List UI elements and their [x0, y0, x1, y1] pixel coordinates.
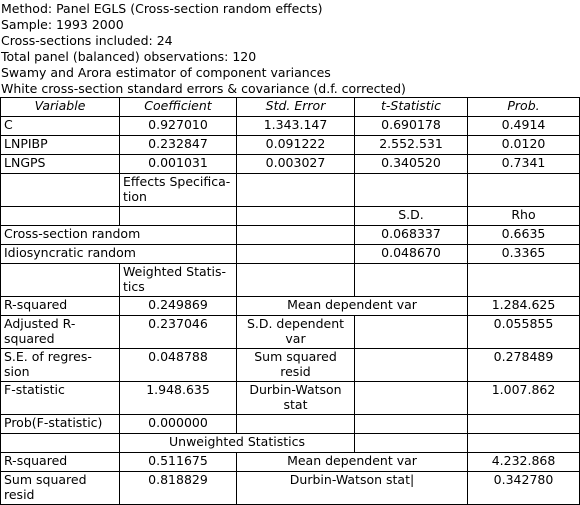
effects-header-row [1, 207, 580, 226]
se-value: 0.003027 [237, 155, 355, 174]
stat-value: 1.284.625 [468, 297, 580, 316]
unweighted-stats-title: Unweighted Statistics [120, 434, 355, 453]
stat-label: Sum squared resid [237, 349, 355, 382]
column-header-row [1, 98, 580, 117]
coef-value: 0.001031 [120, 155, 237, 174]
method-line: Method: Panel EGLS (Cross-section random effects) [1, 1, 323, 16]
stat-value: 4.232.868 [468, 453, 580, 472]
col-coefficient: Coefficient [120, 98, 237, 117]
p-value: 0.0120 [468, 136, 580, 155]
stat-label: R-squared [1, 453, 120, 472]
effect-rho: 0.3365 [468, 245, 580, 264]
stat-value: 0.818829 [120, 472, 237, 505]
coef-row-lnpibp [1, 136, 580, 155]
sd-label: S.D. [355, 207, 468, 226]
weighted-title-row [1, 264, 580, 297]
cross-sections-line: Cross-sections included: 24 [1, 33, 173, 48]
effects-row-cross-section [1, 226, 580, 245]
col-std-error: Std. Error [237, 98, 355, 117]
col-variable: Variable [1, 98, 120, 117]
covariance-line: White cross-section standard errors & covariance (d.f. corrected) [1, 81, 406, 96]
se-value: 1.343.147 [237, 117, 355, 136]
stat-label: R-squared [1, 297, 120, 316]
t-value: 0.340520 [355, 155, 468, 174]
coef-row-lngps [1, 155, 580, 174]
unweighted-row-r2 [1, 453, 580, 472]
effects-spec-title: Effects Specifica-tion [120, 174, 237, 207]
stat-label: Durbin-Watson stat| [237, 472, 468, 505]
observations-line: Total panel (balanced) observations: 120 [1, 49, 257, 64]
stat-value: 0.511675 [120, 453, 237, 472]
effect-label: Idiosyncratic random [1, 245, 237, 264]
regression-table [0, 97, 580, 505]
stat-label: Mean dependent var [237, 297, 468, 316]
rho-label: Rho [468, 207, 580, 226]
stat-value: 0.249869 [120, 297, 237, 316]
effects-row-idiosyncratic [1, 245, 580, 264]
coef-value: 0.927010 [120, 117, 237, 136]
p-value: 0.4914 [468, 117, 580, 136]
stat-value: 0.055855 [468, 316, 580, 349]
weighted-row-adj-r2 [1, 316, 580, 349]
se-value: 0.091222 [237, 136, 355, 155]
stat-value: 1.007.862 [468, 382, 580, 415]
stat-value: 0.278489 [468, 349, 580, 382]
effect-rho: 0.6635 [468, 226, 580, 245]
stat-label: Sum squared resid [1, 472, 120, 505]
estimation-header [0, 0, 580, 97]
sample-line: Sample: 1993 2000 [1, 17, 124, 32]
p-value: 0.7341 [468, 155, 580, 174]
stat-label: Mean dependent var [237, 453, 468, 472]
stat-label: Prob(F-statistic) [1, 415, 120, 434]
t-value: 0.690178 [355, 117, 468, 136]
stat-label: Durbin-Watson stat [237, 382, 355, 415]
stat-label: S.E. of regres-sion [1, 349, 120, 382]
weighted-row-f [1, 382, 580, 415]
stat-value: 0.342780 [468, 472, 580, 505]
stat-value: 0.000000 [120, 415, 237, 434]
col-t-statistic: t-Statistic [355, 98, 468, 117]
var-name: C [1, 117, 120, 136]
var-name: LNGPS [1, 155, 120, 174]
stat-value: 0.237046 [120, 316, 237, 349]
weighted-row-ser [1, 349, 580, 382]
stat-label: S.D. dependent var [237, 316, 355, 349]
weighted-stats-title: Weighted Statis-tics [120, 264, 237, 297]
coef-row-c [1, 117, 580, 136]
effect-label: Cross-section random [1, 226, 237, 245]
unweighted-title-row [1, 434, 580, 453]
coef-value: 0.232847 [120, 136, 237, 155]
stat-label: F-statistic [1, 382, 120, 415]
stat-label: Adjusted R-squared [1, 316, 120, 349]
effect-sd: 0.068337 [355, 226, 468, 245]
t-value: 2.552.531 [355, 136, 468, 155]
col-prob: Prob. [468, 98, 580, 117]
stat-value: 0.048788 [120, 349, 237, 382]
weighted-row-prob-f [1, 415, 580, 434]
effect-sd: 0.048670 [355, 245, 468, 264]
var-name: LNPIBP [1, 136, 120, 155]
estimator-line: Swamy and Arora estimator of component variances [1, 65, 331, 80]
weighted-row-r2 [1, 297, 580, 316]
stat-value: 1.948.635 [120, 382, 237, 415]
effects-title-row [1, 174, 580, 207]
